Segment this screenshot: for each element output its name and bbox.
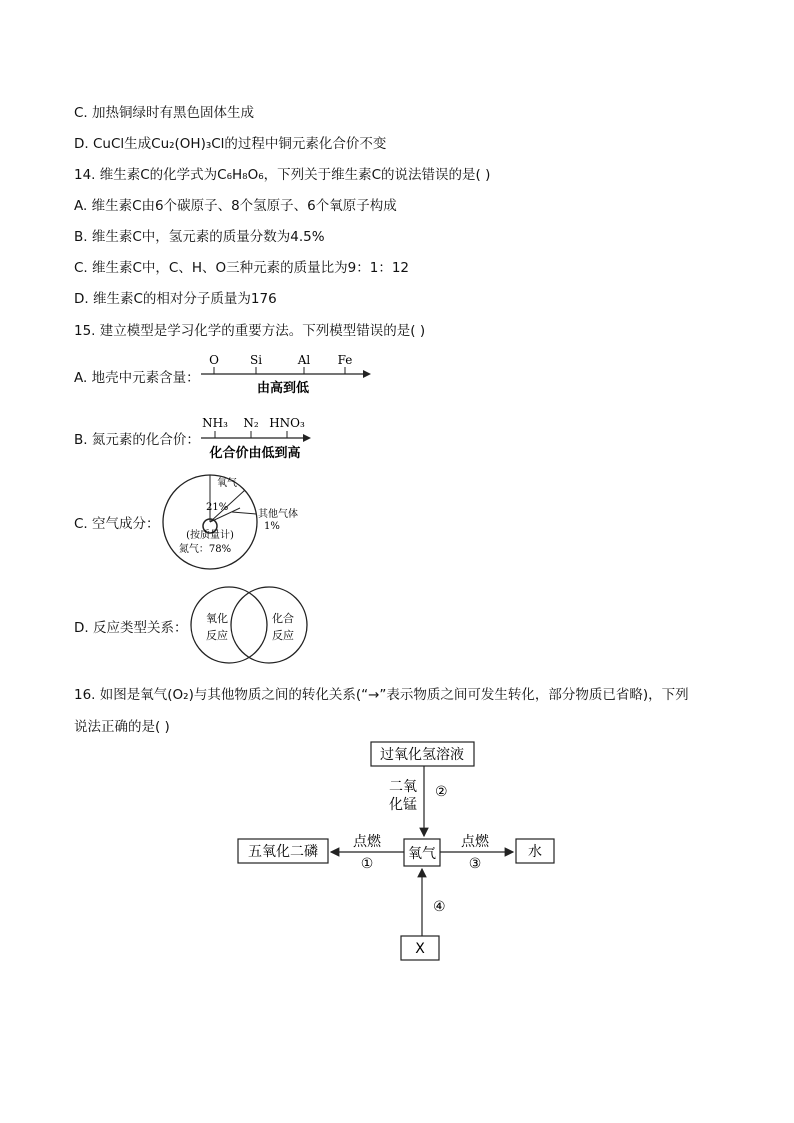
model-a-caption: 由高到低	[256, 381, 310, 396]
oxygen-conversion-diagram	[230, 736, 570, 968]
pie-oxygen-label: 氧气	[217, 478, 237, 489]
catalyst-line2: 化锰	[389, 797, 417, 813]
catalyst-line1: 二氧	[389, 779, 417, 795]
label-phosphorus-pentoxide: 五氧化二磷	[248, 844, 318, 860]
label-hydrogen-peroxide: 过氧化氢溶液	[380, 747, 464, 763]
q15-option-a: A. 地壳中元素含量：	[74, 370, 200, 386]
condition-ignite-left: 点燃	[353, 834, 381, 850]
label-oxygen: 氧气	[408, 846, 436, 862]
q13-option-c: C. 加热铜绿时有黑色固体生成	[74, 105, 255, 121]
element-fe: Fe	[337, 353, 353, 367]
label-water: 水	[528, 844, 542, 860]
step-number-4: ④	[433, 899, 446, 915]
pie-other-pct: 1%	[264, 521, 280, 532]
substance-n2: N₂	[243, 416, 259, 430]
step-number-3: ③	[468, 856, 482, 872]
step-number-1: ①	[360, 856, 374, 872]
q16-stem-line2: 说法正确的是( )	[74, 719, 170, 735]
model-c-pie	[160, 470, 310, 576]
q15-option-d: D. 反应类型关系：	[74, 620, 188, 636]
model-b-axis	[195, 412, 320, 464]
step-number-2: ②	[435, 784, 448, 800]
q14-option-a: A. 维生素C由6个碳原子、8个氢原子、6个氧原子构成	[74, 198, 397, 214]
venn-right-line1: 化合	[272, 612, 294, 625]
pie-basis: (按质量计)	[186, 530, 234, 541]
venn-left-line1: 氧化	[206, 612, 228, 625]
substance-hno3: HNO₃	[269, 416, 305, 430]
venn-left-line2: 反应	[206, 629, 228, 642]
q15-option-c: C. 空气成分：	[74, 516, 160, 532]
model-b-caption: 化合价由低到高	[209, 446, 301, 461]
venn-right-line2: 反应	[272, 629, 294, 642]
pie-nitrogen: 氮气：78%	[178, 544, 232, 555]
element-o: O	[209, 353, 219, 367]
pie-oxygen-pct: 21%	[206, 502, 229, 513]
q14-option-d: D. 维生素C的相对分子质量为176	[74, 291, 277, 307]
q16-stem-line1: 16. 如图是氧气(O₂)与其他物质之间的转化关系(“→”表示物质之间可发生转化，部分物质已省略)，下列	[74, 687, 689, 703]
substance-nh3: NH₃	[202, 416, 228, 430]
q15-option-b: B. 氮元素的化合价：	[74, 432, 200, 448]
q15-stem: 15. 建立模型是学习化学的重要方法。下列模型错误的是( )	[74, 323, 426, 339]
q14-stem: 14. 维生素C的化学式为C₆H₈O₆，下列关于维生素C的说法错误的是( )	[74, 167, 491, 183]
condition-ignite-right: 点燃	[461, 834, 489, 850]
model-a-axis	[195, 350, 375, 400]
element-al: Al	[297, 353, 311, 367]
pie-other-label: 其他气体	[258, 509, 298, 520]
model-d-venn	[186, 584, 312, 666]
q14-option-c: C. 维生素C中，C、H、O三种元素的质量比为9：1：12	[74, 260, 409, 276]
q14-option-b: B. 维生素C中，氢元素的质量分数为4.5%	[74, 229, 325, 245]
q13-option-d: D. CuCl生成Cu₂(OH)₃Cl的过程中铜元素化合价不变	[74, 136, 387, 152]
label-x: X	[415, 941, 425, 957]
element-si: Si	[249, 353, 263, 367]
